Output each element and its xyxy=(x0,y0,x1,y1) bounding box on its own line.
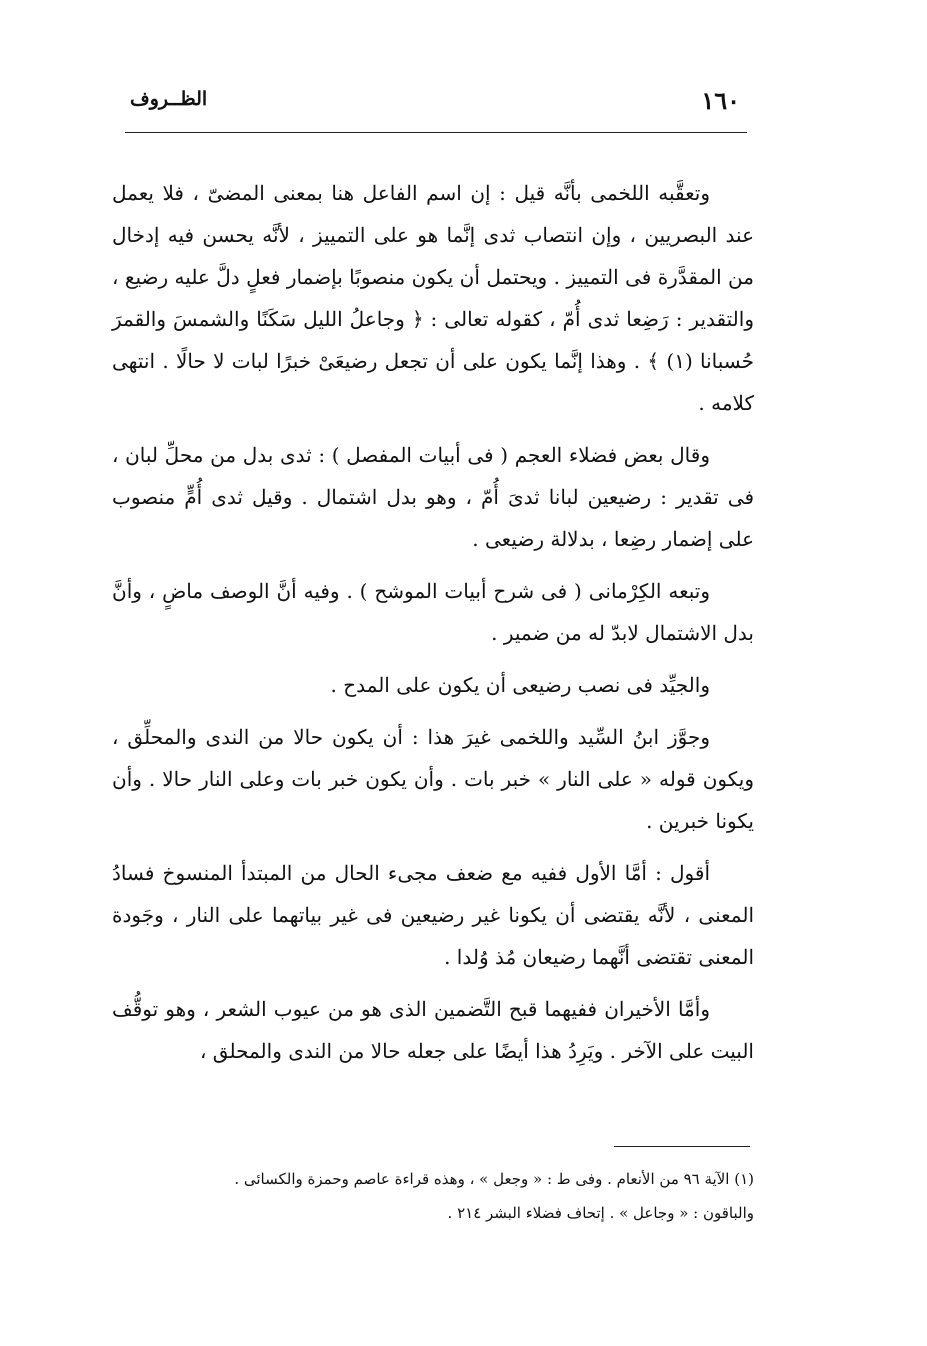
footnote-line: (١) الآية ٩٦ من الأنعام . وفى ط : « وجعل » ، وهذه قراءة عاصم وحمزة والكسائى . xyxy=(234,1170,754,1188)
paragraph: وأمَّا الأخيران ففيهما قبح التَّضمين الذى هو من عيوب الشعر ، وهو توقُّف البيت على الآخر . ويَرِدُ هذا أيضًا على جعله حالا من الندى والمحلق ، xyxy=(112,997,754,1063)
paragraph: وقال بعض فضلاء العجم ( فى أبيات المفصل ) : ثدى بدل من محلِّ لبان ، فى تقدير : رضيعين لبانا ثدىَ أُمّ ، وهو بدل اشتمال . وقيل ثدى أُمٍّ منصوب على إضمار رضِعا ، بدلالة رضيعى . xyxy=(112,443,754,551)
footnote-line: والباقون : « وجاعل » . إتحاف فضلاء البشر ٢١٤ . xyxy=(447,1204,754,1222)
paragraph: وتعقَّبه اللخمى بأنَّه قيل : إن اسم الفاعل هنا بمعنى المضىّ ، فلا يعمل عند البصريين ، وإن انتصاب ثدى إنَّما هو على التمييز ، لأنَّه يحسن فيه إدخال من المقدَّرة فى التمييز . ويحتمل أن يكون منصوبًا بإضمار فعلٍ دلَّ عليه رضيع ، والتقدير : رَضِعا ثدى أُمّ ، كقوله تعالى : ﴿ وجاعلُ الليل سَكَنًا والشمسَ والقمرَ حُسبانا (١) ﴾ . وهذا إنَّما يكون على أن تجعل رضيعَىْ خبرًا لبات لا حالًا . انتهى كلامه . xyxy=(112,181,755,415)
header-divider xyxy=(125,132,747,133)
page-number: ١٦٠ xyxy=(701,86,740,115)
paragraph: وتبعه الكِرْمانى ( فى شرح أبيات الموشح ) . وفيه أنَّ الوصف ماضٍ ، وأنَّ بدل الاشتمال لابدّ له من ضمير . xyxy=(112,579,754,645)
running-title: الظــروف xyxy=(130,88,208,110)
paragraph: أقول : أمَّا الأول ففيه مع ضعف مجىء الحال من المبتدأ المنسوخ فسادُ المعنى ، لأنَّه يقتضى أن يكونا غير رضيعين فى غير بياتهما على النار ، وجَودة المعنى تقتضى أنَّهما رضيعان مُذ وُلدا . xyxy=(112,861,754,969)
footnotes xyxy=(112,1162,754,1230)
page-header xyxy=(120,86,750,120)
paragraph: وجوَّز ابنُ السِّيد واللخمى غيرَ هذا : أن يكون حالا من الندى والمحلِّق ، ويكون قوله « على النار » خبر بات . وأن يكون خبر بات وعلى النار حالا . وأن يكونا خبرين . xyxy=(112,725,754,833)
body-text xyxy=(112,172,754,1082)
paragraph: والجيِّد فى نصب رضيعى أن يكون على المدح . xyxy=(330,673,710,697)
footnote-divider xyxy=(614,1146,750,1147)
